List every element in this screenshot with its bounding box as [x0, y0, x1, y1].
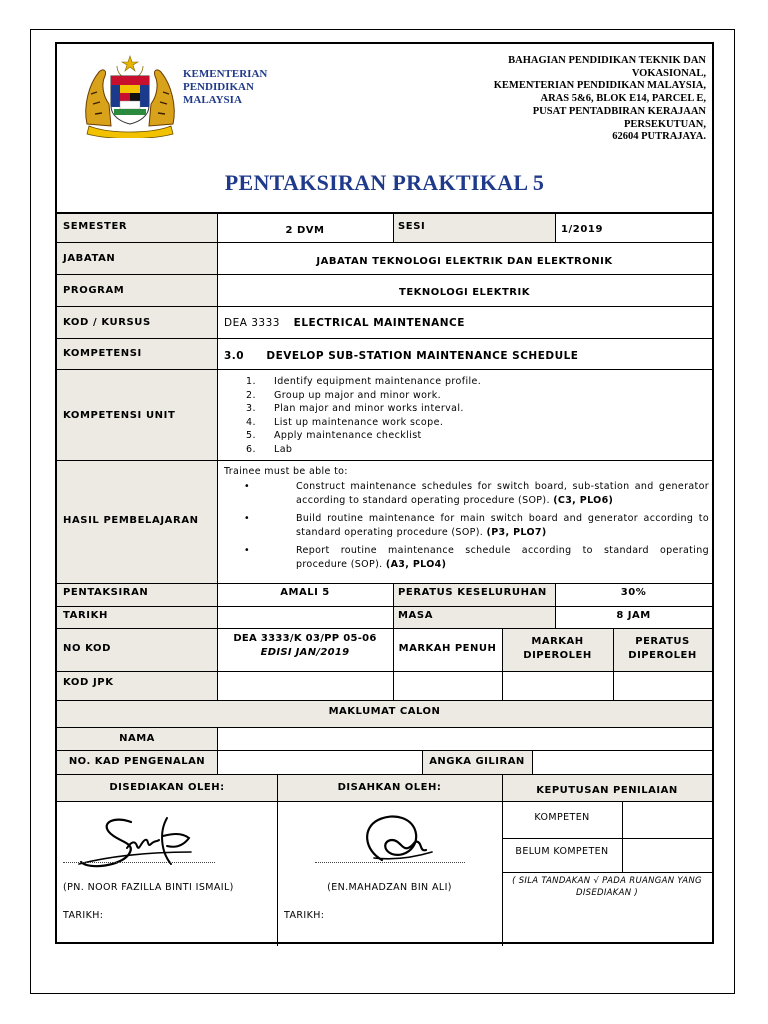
tarikh-label: TARIKH	[63, 610, 108, 621]
list-item: 3. Plan major and minor works interval.	[246, 403, 464, 415]
ministry-address	[494, 55, 706, 144]
address-line: BAHAGIAN PENDIDIKAN TEKNIK DAN	[508, 55, 706, 66]
nama-field[interactable]	[218, 728, 712, 750]
pentaksiran-label: PENTAKSIRAN	[63, 587, 149, 598]
program-value: TEKNOLOGI ELEKTRIK	[399, 287, 530, 298]
preparer-signature-icon	[71, 812, 211, 872]
keputusan-label: KEPUTUSAN PENILAIAN	[536, 785, 678, 796]
angka-giliran-field[interactable]	[533, 751, 712, 774]
form-frame	[55, 42, 714, 944]
sesi-value: 1/2019	[561, 224, 604, 235]
masa-value: 8 JAM	[616, 610, 651, 621]
markah-penuh-label: MARKAH PENUH	[398, 643, 497, 654]
kod-jpk-field[interactable]	[218, 672, 392, 699]
kursus-value	[224, 317, 465, 329]
preparer-name: (PN. NOOR FAZILLA BINTI ISMAIL)	[63, 882, 234, 893]
list-item: 2. Group up major and minor work.	[246, 389, 442, 401]
address-line: PERSEKUTUAN,	[624, 118, 706, 130]
malaysia-crest-icon	[81, 54, 179, 138]
page-title: PENTAKSIRAN PRAKTIKAL 5	[224, 170, 545, 195]
kompetensi-title: DEVELOP SUB-STATION MAINTENANCE SCHEDULE	[266, 350, 579, 362]
address-line: 62604 PUTRAJAYA.	[612, 131, 706, 143]
kompetensi-no: 3.0	[224, 350, 245, 362]
angka-giliran-label: ANGKA GILIRAN	[429, 756, 525, 767]
pentaksiran-value: AMALI 5	[280, 587, 330, 598]
no-kod-value	[217, 632, 393, 660]
kod-jpk-label: KOD JPK	[63, 677, 114, 688]
kursus-name: ELECTRICAL MAINTENANCE	[293, 317, 465, 329]
maklumat-calon-label: MAKLUMAT CALON	[328, 706, 441, 717]
disahkan-label: DISAHKAN OLEH:	[337, 782, 442, 793]
approver-name: (EN.MAHADZAN BIN ALI)	[327, 882, 452, 893]
peratus-keseluruhan-value: 30%	[620, 587, 647, 598]
kompeten-checkbox[interactable]	[623, 802, 712, 838]
no-kod-label: NO KOD	[63, 643, 112, 654]
kompetensi-unit-list	[246, 375, 481, 457]
program-label: PROGRAM	[63, 285, 125, 296]
no-kod-code: DEA 3333/K 03/PP 05-06	[233, 633, 377, 644]
address-line: KEMENTERIAN PENDIDIKAN MALAYSIA,	[493, 80, 706, 92]
address-line: PUSAT PENTADBIRAN KERAJAAN	[532, 105, 706, 117]
markah-diperoleh-field[interactable]	[503, 672, 612, 699]
semester-value: 2 DVM	[285, 225, 325, 236]
hasil-content: Trainee must be able to: • Construct maintenance schedules for switch board, sub-station and generator according to standard operating procedure (SOP). (C3, PLO6) • Build routine maintenance for main switch board and generator according to standard operating procedure (SOP). (P3, PLO7) • Report routine maintenance schedule according to standard operating procedure (SOP). (A3, PLO4)	[224, 466, 709, 570]
tarikh-label-preparer: TARIKH:	[63, 910, 104, 921]
list-item: 1. Identify equipment maintenance profile.	[246, 376, 482, 387]
markah-diperoleh-label: MARKAH DIPEROLEH	[523, 636, 592, 661]
ministry-name-line: MALAYSIA	[183, 94, 242, 106]
ministry-name-line: KEMENTERIAN	[183, 68, 268, 80]
list-item: 4. List up maintenance work scope.	[246, 416, 444, 428]
kompetensi-label: KOMPETENSI	[63, 348, 142, 359]
peratus-diperoleh-field[interactable]	[614, 672, 712, 699]
markah-penuh-field[interactable]	[394, 672, 501, 699]
edisi-value: EDISI JAN/2019	[260, 647, 350, 658]
address-line: ARAS 5&6, BLOK E14, PARCEL E,	[540, 93, 706, 105]
kursus-label: KOD / KURSUS	[63, 317, 151, 328]
peratus-diperoleh-label: PERATUS DIPEROLEH	[628, 636, 697, 661]
kompeten-label: KOMPETEN	[534, 812, 590, 823]
peratus-keseluruhan-label: PERATUS KESELURUHAN	[398, 587, 547, 598]
disediakan-label: DISEDIAKAN OLEH:	[109, 782, 225, 793]
kursus-code: DEA 3333	[224, 317, 280, 329]
semester-label: SEMESTER	[63, 221, 128, 232]
masa-label: MASA	[398, 610, 434, 621]
keputusan-note: ( SILA TANDAKAN √ PADA RUANGAN YANG DISEDIAKAN )	[512, 876, 702, 898]
sesi-label: SESI	[398, 221, 426, 232]
belum-kompeten-label: BELUM KOMPETEN	[515, 846, 609, 857]
jabatan-value: JABATAN TEKNOLOGI ELEKTRIK DAN ELEKTRONIK	[316, 256, 613, 267]
no-kad-field[interactable]	[218, 751, 421, 774]
belum-kompeten-checkbox[interactable]	[623, 839, 712, 872]
no-kad-label: NO. KAD PENGENALAN	[68, 756, 206, 767]
hasil-intro: Trainee must be able to:	[224, 466, 348, 477]
jabatan-label: JABATAN	[63, 253, 116, 264]
list-item: 5. Apply maintenance checklist	[246, 430, 422, 442]
ministry-name-line: PENDIDIKAN	[183, 81, 254, 93]
tarikh-label-approver: TARIKH:	[284, 910, 325, 921]
address-line: VOKASIONAL,	[631, 67, 706, 79]
nama-label: NAMA	[119, 733, 155, 744]
ministry-name	[183, 68, 267, 107]
hasil-label: HASIL PEMBELAJARAN	[63, 515, 199, 526]
approver-signature-icon	[352, 810, 442, 870]
kompetensi-value	[224, 350, 578, 362]
list-item: 6. Lab	[246, 443, 293, 455]
kompetensi-unit-label: KOMPETENSI UNIT	[63, 410, 176, 421]
